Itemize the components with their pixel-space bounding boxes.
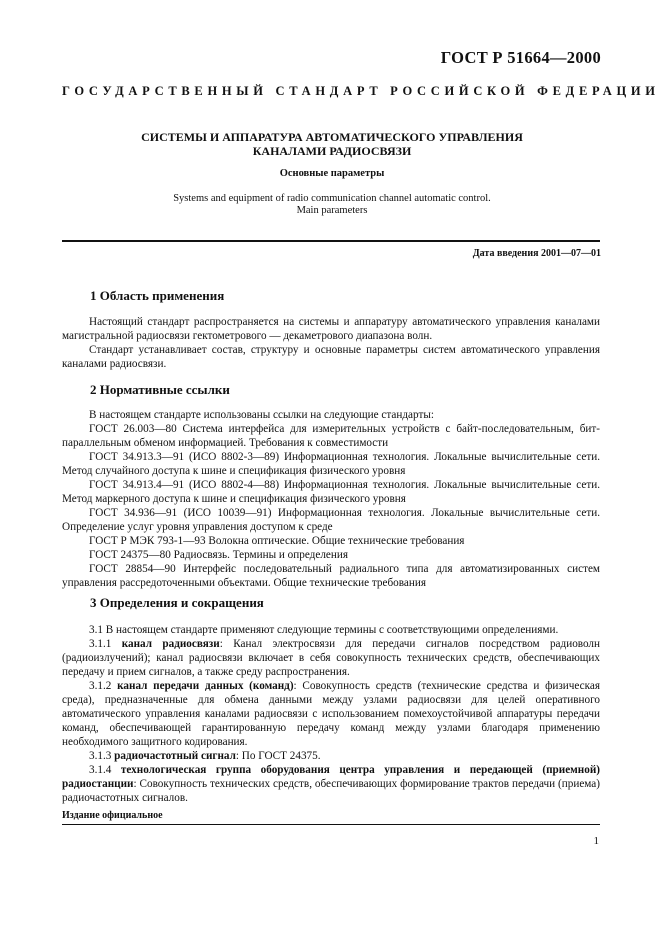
page-number: 1: [593, 835, 599, 847]
english-title-line-1: Systems and equipment of radio communication channel automatic control.: [173, 193, 491, 204]
definition-term: канал радиосвязи: [121, 638, 220, 650]
paragraph: Настоящий стандарт распространяется на системы и аппаратуру автоматического управления каналами магистральной радиосвязи гектометрового — декаметрового диапазона волн.: [62, 316, 600, 342]
introduction-date: Дата введения 2001—07—01: [472, 248, 601, 259]
footer-divider: [62, 824, 600, 825]
definition-item: [62, 679, 600, 749]
reference-item: ГОСТ 24375—80 Радиосвязь. Термины и определения: [89, 549, 349, 561]
reference-item: ГОСТ 26.003—80 Система интерфейса для измерительных устройств с байт-последовательным, бит-параллельным обменом информацией. Требования к совместимости: [62, 423, 600, 449]
english-title-line-2: Main parameters: [296, 205, 368, 216]
document-title-line-1: СИСТЕМЫ И АППАРАТУРА АВТОМАТИЧЕСКОГО УПРАВЛЕНИЯ: [141, 130, 523, 144]
definition-term: технологическая группа оборудования центра управления и передающей (приемной) радиостанции: [62, 764, 600, 790]
document-title-line-2: КАНАЛАМИ РАДИОСВЯЗИ: [252, 144, 412, 158]
definition-number: 3.1.4: [89, 764, 121, 776]
paragraph: В настоящем стандарте использованы ссылки на следующие стандарты:: [89, 409, 434, 421]
section-heading-normative-references: 2 Нормативные ссылки: [90, 382, 230, 397]
reference-item: ГОСТ 34.913.3—91 (ИСО 8802-3—89) Информационная технология. Локальные вычислительные сети. Метод случайного доступа к шине и спецификация физического уровня: [62, 451, 600, 477]
definition-number: 3.1.3: [89, 750, 115, 762]
state-standard-banner: ГОСУДАРСТВЕННЫЙ СТАНДАРТ РОССИЙСКОЙ ФЕДЕРАЦИИ: [62, 84, 660, 98]
reference-item: ГОСТ 34.936—91 (ИСО 10039—91) Информационная технология. Локальные вычислительные сети. Определение услуг уровня управления доступом к среде: [62, 507, 600, 533]
definition-text: : По ГОСТ 24375.: [235, 750, 321, 762]
paragraph: Стандарт устанавливает состав, структуру и основные параметры систем автоматического управления каналами радиосвязи.: [62, 344, 600, 370]
reference-item: ГОСТ 34.913.4—91 (ИСО 8802-4—88) Информационная технология. Локальные вычислительные сети. Метод маркерного доступа к шине и спецификация физического уровня: [62, 479, 600, 505]
section-scope-body: [62, 315, 600, 371]
reference-item: ГОСТ 28854—90 Интерфейс последовательный радиального типа для автоматизированных систем управления рассредоточенными объектами. Общие технические требования: [62, 563, 600, 589]
definition-text: : Совокупность средств (технические средства и физическая среда), предназначенные для обмена данными между узлами радиосвязи для целей оперативного автоматического управления каналами радиосвязи с использованием помехоустойчивой аппаратуры передачи команд, обеспечивающей гарантированную передачу команд между узлами благодаря применению необходимого защитного кодирования.: [62, 680, 601, 748]
section-heading-definitions: 3 Определения и сокращения: [90, 595, 264, 610]
definition-term: канал передачи данных (команд): [117, 680, 294, 692]
section-references-body: [62, 408, 600, 590]
definition-number: 3.1.1: [89, 638, 122, 650]
section-definitions-body: [62, 623, 600, 805]
document-subtitle: Основные параметры: [279, 168, 385, 179]
reference-item: ГОСТ Р МЭК 793-1—93 Волокна оптические. Общие технические требования: [89, 535, 465, 547]
official-edition-label: Издание официальное: [62, 810, 163, 821]
definition-term: радиочастотный сигнал: [114, 750, 236, 762]
definition-item: [62, 637, 600, 679]
document-number: ГОСТ Р 51664—2000: [440, 48, 601, 67]
definition-text: : Совокупность технических средств, обеспечивающих формирование трактов передачи (приема) радиочастотных сигналов.: [62, 778, 600, 804]
definition-number: 3.1.2: [89, 680, 118, 692]
title-divider: [62, 240, 600, 242]
definition-text: : Канал электросвязи для передачи сигналов посредством радиоволн (радиоизлучений); канал радиосвязи включает в себя совокупность технических средств, обеспечивающих передачу и прием сигналов, а также среду распространения.: [62, 638, 601, 678]
definition-item: [62, 749, 600, 763]
paragraph: 3.1 В настоящем стандарте применяют следующие термины с соответствующими определениями.: [89, 624, 559, 636]
definition-item: [62, 763, 600, 805]
section-heading-scope: 1 Область применения: [90, 288, 225, 303]
